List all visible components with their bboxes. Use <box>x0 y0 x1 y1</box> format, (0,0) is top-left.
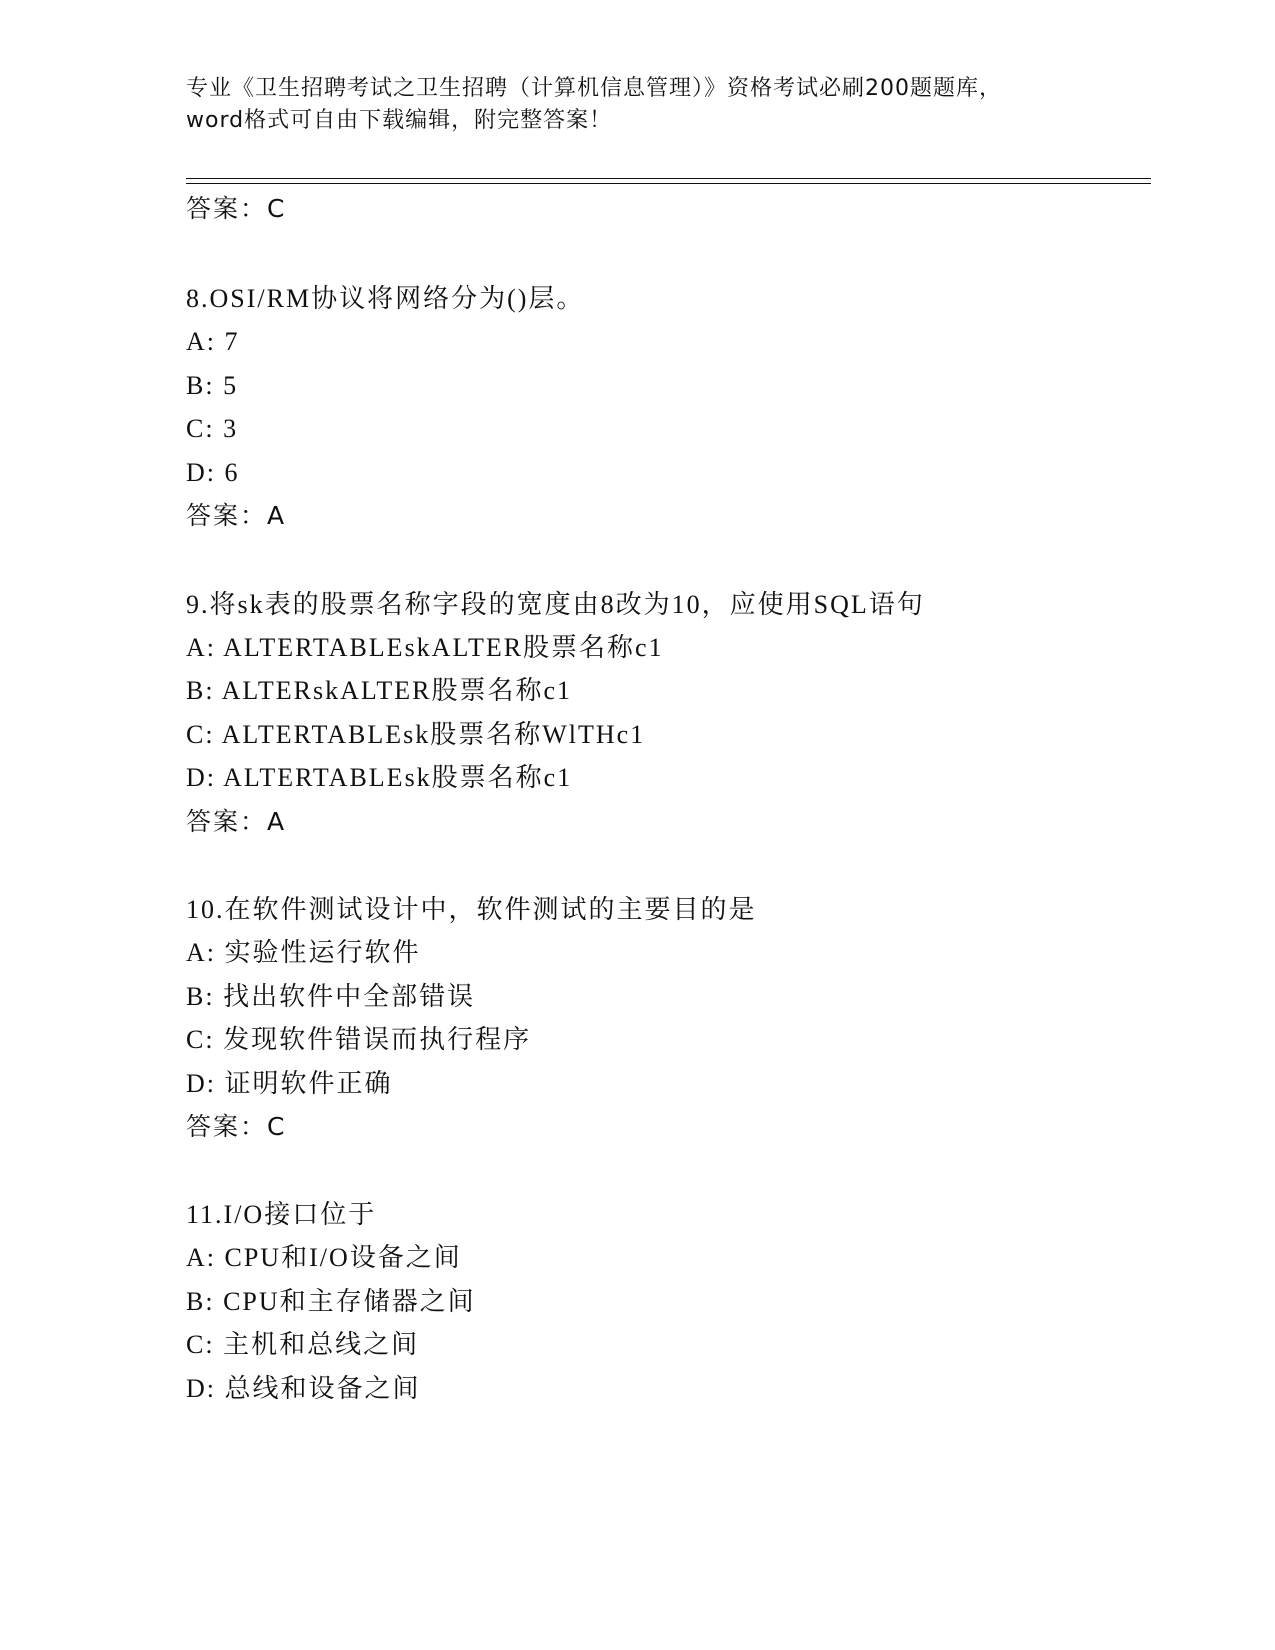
header-divider-bottom <box>186 183 1151 184</box>
question-11-option-a: A: CPU和I/O设备之间 <box>186 1243 462 1272</box>
question-8-option-b: B: 5 <box>186 371 239 400</box>
question-9-stem: 9.将sk表的股票名称字段的宽度由8改为10，应使用SQL语句 <box>186 590 925 619</box>
question-10-option-a: A: 实验性运行软件 <box>186 938 421 967</box>
question-11-option-d: D: 总线和设备之间 <box>186 1374 421 1403</box>
question-10-option-b: B: 找出软件中全部错误 <box>186 982 476 1011</box>
question-8-option-c: C: 3 <box>186 414 239 443</box>
question-8-option-d: D: 6 <box>186 458 240 487</box>
question-8-answer: 答案：A <box>186 501 287 530</box>
header-divider-top <box>186 178 1151 179</box>
question-11-stem: 11.I/O接口位于 <box>186 1200 377 1229</box>
question-9-option-b: B: ALTERskALTER股票名称c1 <box>186 676 573 705</box>
question-9-option-a: A: ALTERTABLEskALTER股票名称c1 <box>186 633 664 662</box>
question-9-option-d: D: ALTERTABLEsk股票名称c1 <box>186 763 573 792</box>
question-8-stem: 8.OSI/RM协议将网络分为()层。 <box>186 284 585 313</box>
question-10-answer: 答案：C <box>186 1112 287 1141</box>
header-line-2: word格式可自由下载编辑，附完整答案！ <box>186 108 613 133</box>
question-11-option-c: C: 主机和总线之间 <box>186 1330 420 1359</box>
question-9-answer: 答案：A <box>186 807 287 836</box>
previous-answer: 答案：C <box>186 194 287 223</box>
question-11-option-b: B: CPU和主存储器之间 <box>186 1287 476 1316</box>
question-9-option-c: C: ALTERTABLEsk股票名称WlTHc1 <box>186 720 646 749</box>
document-header <box>186 73 1086 137</box>
question-10-option-c: C: 发现软件错误而执行程序 <box>186 1025 532 1054</box>
question-10-stem: 10.在软件测试设计中，软件测试的主要目的是 <box>186 895 757 924</box>
question-8-option-a: A: 7 <box>186 327 240 356</box>
question-10-option-d: D: 证明软件正确 <box>186 1069 393 1098</box>
header-line-1: 专业《卫生招聘考试之卫生招聘（计算机信息管理）》资格考试必刷200题题库， <box>186 76 1002 101</box>
